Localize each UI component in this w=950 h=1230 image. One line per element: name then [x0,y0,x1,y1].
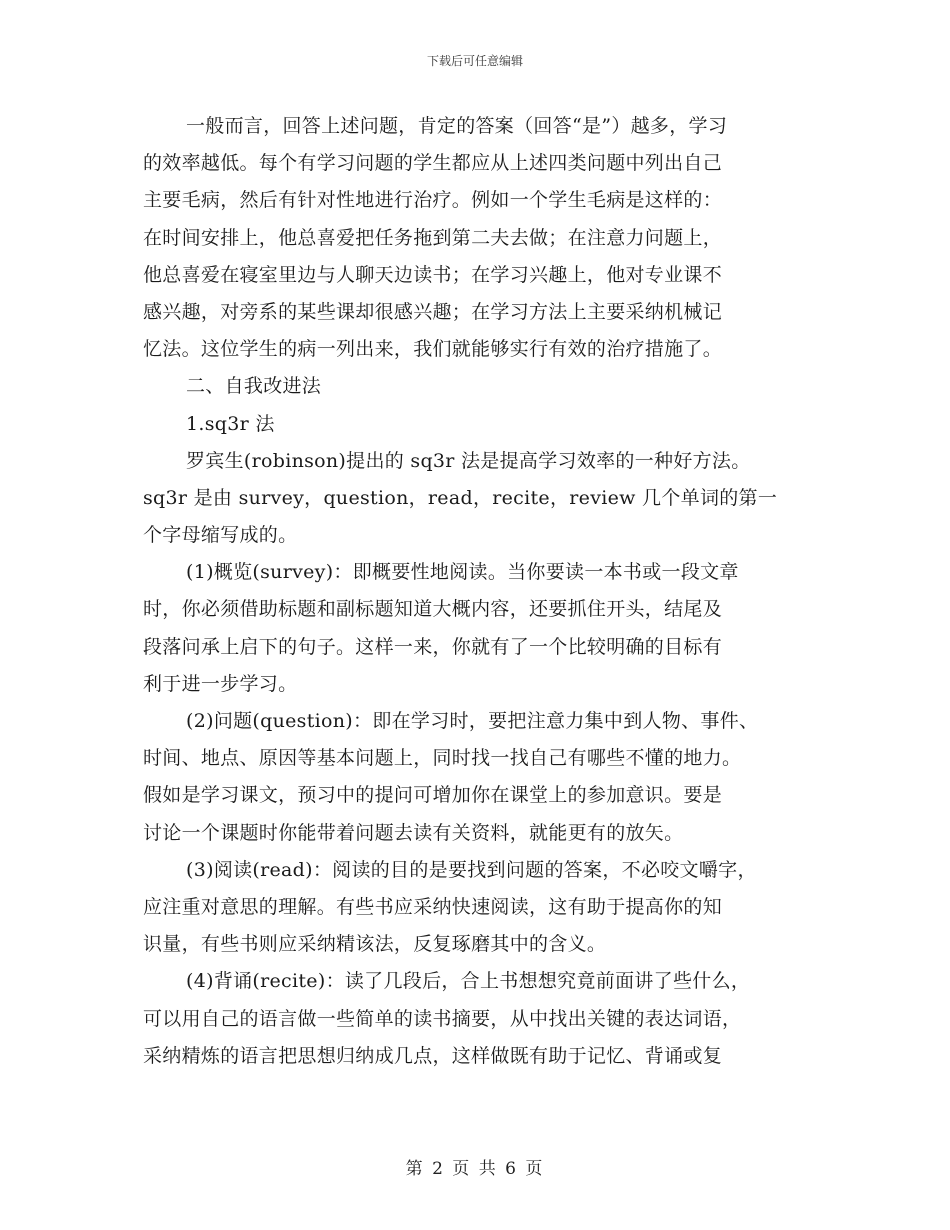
paragraph-line: 感兴趣，对旁系的某些课却很感兴趣；在学习方法上主要采纳机械记 [143,300,723,323]
subsection-heading: 1.sq3r 法 [186,412,275,435]
paragraph-line: 主要毛病，然后有针对性地进行治疗。例如一个学生毛病是这样的： [143,189,723,212]
paragraph-line: 应注重对意思的理解。有些书应采纳快速阅读，这有助于提高你的知 [143,895,723,918]
paragraph-line: 一般而言，回答上述问题，肯定的答案（回答“是”）越多，学习 [186,115,728,137]
paragraph-line: 时间、地点、原因等基本问题上，同时找一找自己有哪些不懂的地力。 [143,747,742,770]
paragraph-line: (4)背诵(recite)：读了几段后，合上书想想究竟前面讲了些什么， [186,970,751,993]
paragraph-line: (3)阅读(read)：阅读的目的是要找到问题的答案，不必咬文嚼字， [186,858,757,881]
paragraph-line: 假如是学习课文，预习中的提问可增加你在课堂上的参加意识。要是 [143,784,723,807]
section-heading: 二、自我改进法 [186,375,322,398]
paragraph-line: 利于进一步学习。 [143,672,298,695]
paragraph-line: 可以用自己的语言做一些简单的读书摘要，从中找出关键的表达词语， [143,1007,742,1030]
paragraph-line: 在时间安排上，他总喜爱把任务拖到第二夫去做；在注意力问题上， [143,226,723,249]
paragraph-line: sq3r 是由 survey，question，read，recite，review 几个单词的第一 [143,486,778,509]
paragraph-line: 他总喜爱在寝室里边与人聊天边读书；在学习兴趣上，他对专业课不 [143,263,723,286]
paragraph-line: (2)问题(question)：即在学习时，要把注意力集中到人物、事件、 [186,710,759,732]
paragraph-line: 段落问承上启下的句子。这样一来，你就有了一个比较明确的目标有 [143,635,723,658]
page-header: 下载后可任意编辑 [426,54,523,68]
paragraph-line: 忆法。这位学生的病一列出来，我们就能够实行有效的治疗措施了。 [143,338,723,361]
paragraph-line: 个字母缩写成的。 [143,524,298,547]
page-number: 第 2 页 共 6 页 [405,1159,545,1179]
paragraph-line: 采纳精炼的语言把思想归纳成几点，这样做既有助于记忆、背诵或复 [143,1044,723,1067]
paragraph-line: (1)概览(survey)：即概要性地阅读。当你要读一本书或一段文章 [186,561,739,584]
paragraph-line: 时，你必须借助标题和副标题知道大概内容，还要抓住开头，结尾及 [143,598,723,621]
document-body [143,108,813,1075]
paragraph-line: 识量，有些书则应采纳精该法，反复琢磨其中的含义。 [143,933,607,956]
paragraph-line: 罗宾生(robinson)提出的 sq3r 法是提高学习效率的一种好方法。 [186,449,751,472]
paragraph-line: 讨论一个课题时你能带着问题去读有关资料，就能更有的放矢。 [143,821,684,844]
paragraph-line: 的效率越低。每个有学习问题的学生都应从上述四类问题中列出自己 [143,152,723,175]
